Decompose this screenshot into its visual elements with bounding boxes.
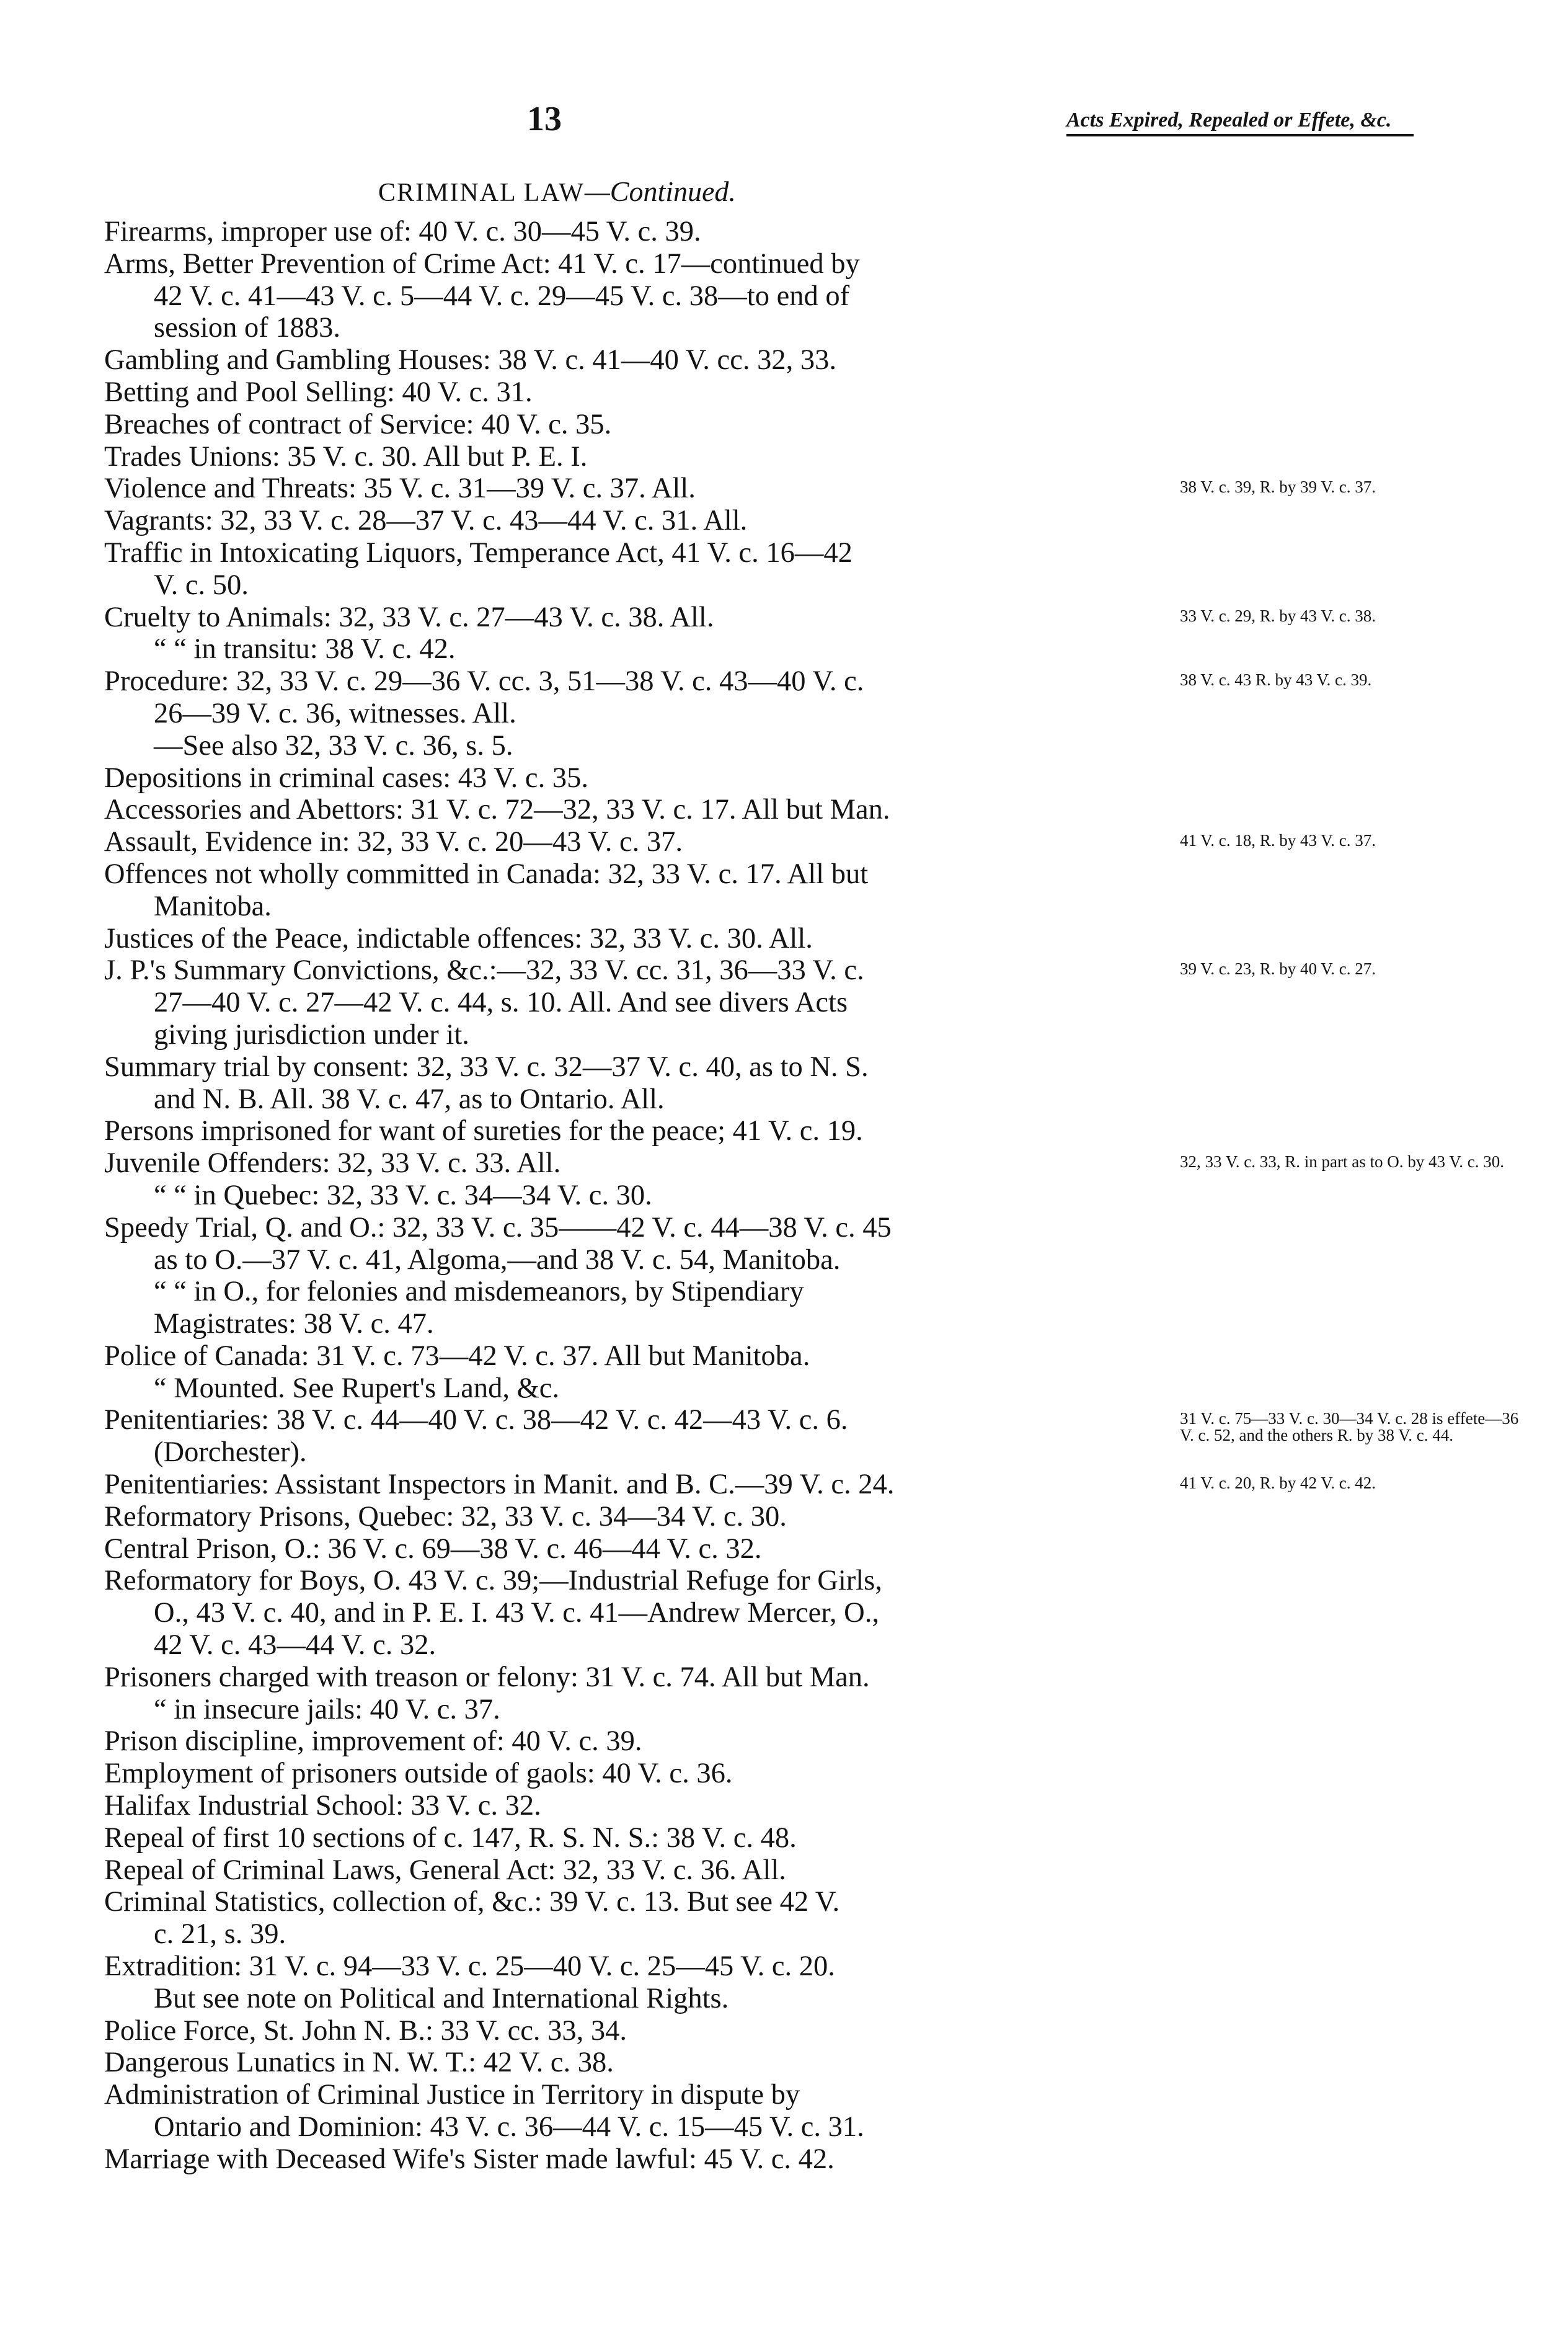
entry xyxy=(104,1725,1059,1758)
entry-line: 42 V. c. 43—44 V. c. 32. xyxy=(154,1629,436,1662)
entry xyxy=(104,2079,1059,2143)
entry xyxy=(104,1372,1059,1405)
entry-line: Prison discipline, improvement of: 40 V. c. 39. xyxy=(104,1725,642,1758)
entry-line: Central Prison, O.: 36 V. c. 69—38 V. c. 46—44 V. c. 32. xyxy=(104,1533,762,1565)
margin-note: 38 V. c. 39, R. by 39 V. c. 37. xyxy=(1180,478,1376,497)
margin-note: 31 V. c. 75—33 V. c. 30—34 V. c. 28 is effete—36 V. c. 52, and the others R. by 38 V. c. 44. xyxy=(1180,1409,1519,1445)
entry-line: Halifax Industrial School: 33 V. c. 32. xyxy=(104,1790,541,1822)
entry-line: Criminal Statistics, collection of, &c.: 39 V. c. 13. But see 42 V. xyxy=(104,1886,840,1918)
entry-line: Penitentiaries: 38 V. c. 44—40 V. c. 38—42 V. c. 42—43 V. c. 6. xyxy=(104,1404,848,1436)
entry-line: session of 1883. xyxy=(154,312,340,344)
entry xyxy=(104,1565,1059,1661)
entry-line: “ Mounted. See Rupert's Land, &c. xyxy=(154,1372,560,1404)
section-title-text: CRIMINAL LAW xyxy=(378,179,585,207)
entry xyxy=(104,923,1059,955)
entry xyxy=(104,473,1376,505)
entry xyxy=(104,1501,1059,1533)
entry xyxy=(104,409,1059,441)
entry xyxy=(104,1694,1059,1726)
entry xyxy=(104,1662,1059,1694)
entry xyxy=(104,1886,1059,1951)
entry-line: Trades Unions: 35 V. c. 30. All but P. E. I. xyxy=(104,440,588,473)
entry xyxy=(104,1951,1059,2015)
section-title-continued: —Continued. xyxy=(584,176,736,207)
entry-line: Procedure: 32, 33 V. c. 29—36 V. cc. 3, 51—38 V. c. 43—40 V. c. xyxy=(104,665,864,698)
entry-line: O., 43 V. c. 40, and in P. E. I. 43 V. c. 41—Andrew Mercer, O., xyxy=(154,1597,879,1629)
entry-line: Breaches of contract of Service: 40 V. c. 35. xyxy=(104,408,612,440)
entry xyxy=(104,248,1059,344)
entry-line: Offences not wholly committed in Canada: 32, 33 V. c. 17. All but xyxy=(104,858,869,890)
entry-line: 26—39 V. c. 36, witnesses. All. xyxy=(154,697,516,729)
entry xyxy=(104,1533,1059,1565)
entry-line: Arms, Better Prevention of Crime Act: 41 V. c. 17—continued by xyxy=(104,247,860,280)
entry xyxy=(104,601,1376,634)
entry-line: But see note on Political and International Rights. xyxy=(154,1982,729,2014)
entry-line: Reformatory Prisons, Quebec: 32, 33 V. c. 34—34 V. c. 30. xyxy=(104,1500,787,1533)
entry xyxy=(104,376,1059,409)
margin-note: 41 V. c. 18, R. by 43 V. c. 37. xyxy=(1180,831,1376,850)
entry xyxy=(104,537,1059,602)
entry-line: c. 21, s. 39. xyxy=(154,1918,286,1951)
entry xyxy=(104,2015,1059,2047)
entry-line: Vagrants: 32, 33 V. c. 28—37 V. c. 43—44 V. c. 31. All. xyxy=(104,505,748,537)
entry-line: “ “ in O., for felonies and misdemeanors, by Stipendiary xyxy=(154,1276,804,1308)
entry-line: Police of Canada: 31 V. c. 73—42 V. c. 37. All but Manitoba. xyxy=(104,1340,810,1372)
entry xyxy=(104,1404,1519,1469)
entry-line: Justices of the Peace, indictable offences: 32, 33 V. c. 30. All. xyxy=(104,922,813,954)
entries-list xyxy=(104,216,1519,2176)
entry xyxy=(104,1469,1376,1501)
entry-line: Firearms, improper use of: 40 V. c. 30—45 V. c. 39. xyxy=(104,216,701,247)
entry-line: Betting and Pool Selling: 40 V. c. 31. xyxy=(104,376,533,408)
entry-line: Cruelty to Animals: 32, 33 V. c. 27—43 V. c. 38. All. xyxy=(104,601,714,633)
entry-line: Employment of prisoners outside of gaols: 40 V. c. 36. xyxy=(104,1758,733,1790)
margin-note: 32, 33 V. c. 33, R. in part as to O. by 43 V. c. 30. xyxy=(1180,1152,1505,1172)
entry xyxy=(104,826,1376,858)
entry xyxy=(104,1212,1059,1276)
margin-note: 38 V. c. 43 R. by 43 V. c. 39. xyxy=(1180,670,1372,690)
entry xyxy=(104,762,1059,794)
entry-line: Assault, Evidence in: 32, 33 V. c. 20—43 V. c. 37. xyxy=(104,826,683,858)
entry xyxy=(104,1340,1059,1372)
entry xyxy=(104,954,1376,1051)
entry xyxy=(104,1822,1059,1854)
entry xyxy=(104,1758,1059,1790)
entry-line: Penitentiaries: Assistant Inspectors in Manit. and B. C.—39 V. c. 24. xyxy=(104,1469,895,1501)
entry-line: “ “ in Quebec: 32, 33 V. c. 34—34 V. c. 30. xyxy=(154,1179,652,1211)
entry xyxy=(104,1147,1505,1180)
entry xyxy=(104,344,1059,376)
entry-line: Depositions in criminal cases: 43 V. c. 35. xyxy=(104,762,588,794)
header-note: Acts Expired, Repealed or Effete, &c. xyxy=(1066,109,1414,136)
section-title xyxy=(378,175,736,208)
entry-line: “ “ in transitu: 38 V. c. 42. xyxy=(154,633,456,665)
entry-line: Repeal of Criminal Laws, General Act: 32, 33 V. c. 36. All. xyxy=(104,1854,786,1886)
entry xyxy=(104,441,1059,473)
entry-line: (Dorchester). xyxy=(154,1436,307,1469)
entry-line: Manitoba. xyxy=(154,890,272,922)
entry-line: 27—40 V. c. 27—42 V. c. 44, s. 10. All. And see divers Acts xyxy=(154,987,848,1019)
margin-note: 39 V. c. 23, R. by 40 V. c. 27. xyxy=(1180,959,1376,979)
entry-line: Persons imprisoned for want of sureties for the peace; 41 V. c. 19. xyxy=(104,1115,863,1147)
entry xyxy=(104,216,1059,248)
entry-line: Prisoners charged with treason or felony: 31 V. c. 74. All but Man. xyxy=(104,1661,870,1693)
entry-line: —See also 32, 33 V. c. 36, s. 5. xyxy=(154,729,513,762)
entry-line: Summary trial by consent: 32, 33 V. c. 32—37 V. c. 40, as to N. S. xyxy=(104,1051,869,1083)
entry-line: Violence and Threats: 35 V. c. 31—39 V. c. 37. All. xyxy=(104,473,696,505)
entry xyxy=(104,505,1059,537)
entry xyxy=(104,1180,1059,1212)
entry-line: Repeal of first 10 sections of c. 147, R. S. N. S.: 38 V. c. 48. xyxy=(104,1822,797,1854)
entry xyxy=(104,1051,1059,1116)
entry-line: Police Force, St. John N. B.: 33 V. cc. 33, 34. xyxy=(104,2014,627,2047)
entry-line: Extradition: 31 V. c. 94—33 V. c. 25—40 V. c. 25—45 V. c. 20. xyxy=(104,1951,835,1983)
entry xyxy=(104,794,1059,826)
margin-note: 41 V. c. 20, R. by 42 V. c. 42. xyxy=(1180,1474,1376,1493)
entry-line: Magistrates: 38 V. c. 47. xyxy=(154,1308,434,1340)
entry-line: Speedy Trial, Q. and O.: 32, 33 V. c. 35——42 V. c. 44—38 V. c. 45 xyxy=(104,1211,892,1243)
entry xyxy=(104,633,1059,665)
entry xyxy=(104,1854,1059,1887)
entry-line: Accessories and Abettors: 31 V. c. 72—32, 33 V. c. 17. All but Man. xyxy=(104,794,890,826)
entry-line: Traffic in Intoxicating Liquors, Temperance Act, 41 V. c. 16—42 xyxy=(104,536,853,569)
entry-line: Marriage with Deceased Wife's Sister made lawful: 45 V. c. 42. xyxy=(104,2143,835,2175)
entry xyxy=(104,665,1372,762)
entry-line: J. P.'s Summary Convictions, &c.:—32, 33 V. cc. 31, 36—33 V. c. xyxy=(104,954,864,987)
entry xyxy=(104,858,1059,923)
entry-line: Dangerous Lunatics in N. W. T.: 42 V. c. 38. xyxy=(104,2047,614,2079)
entry-line: Reformatory for Boys, O. 43 V. c. 39;—Industrial Refuge for Girls, xyxy=(104,1565,882,1597)
entry xyxy=(104,1276,1059,1340)
entry xyxy=(104,1790,1059,1822)
entry-line: Ontario and Dominion: 43 V. c. 36—44 V. c. 15—45 V. c. 31. xyxy=(154,2111,864,2143)
entry xyxy=(104,2047,1059,2079)
entry-line: as to O.—37 V. c. 41, Algoma,—and 38 V. c. 54, Manitoba. xyxy=(154,1243,841,1276)
entry-line: Juvenile Offenders: 32, 33 V. c. 33. All. xyxy=(104,1147,561,1180)
entry-line: V. c. 50. xyxy=(154,569,249,601)
entry-line: giving jurisdiction under it. xyxy=(154,1018,469,1051)
entry-line: and N. B. All. 38 V. c. 47, as to Ontario. All. xyxy=(154,1083,665,1115)
entry-line: 42 V. c. 41—43 V. c. 5—44 V. c. 29—45 V. c. 38—to end of xyxy=(154,280,850,312)
entry xyxy=(104,1115,1059,1147)
entry-line: “ in insecure jails: 40 V. c. 37. xyxy=(154,1693,500,1725)
entry-line: Gambling and Gambling Houses: 38 V. c. 41—40 V. cc. 32, 33. xyxy=(104,344,836,376)
entry xyxy=(104,2143,1059,2176)
entry-line: Administration of Criminal Justice in Territory in dispute by xyxy=(104,2079,800,2111)
margin-note: 33 V. c. 29, R. by 43 V. c. 38. xyxy=(1180,606,1376,625)
page-number: 13 xyxy=(527,100,562,138)
